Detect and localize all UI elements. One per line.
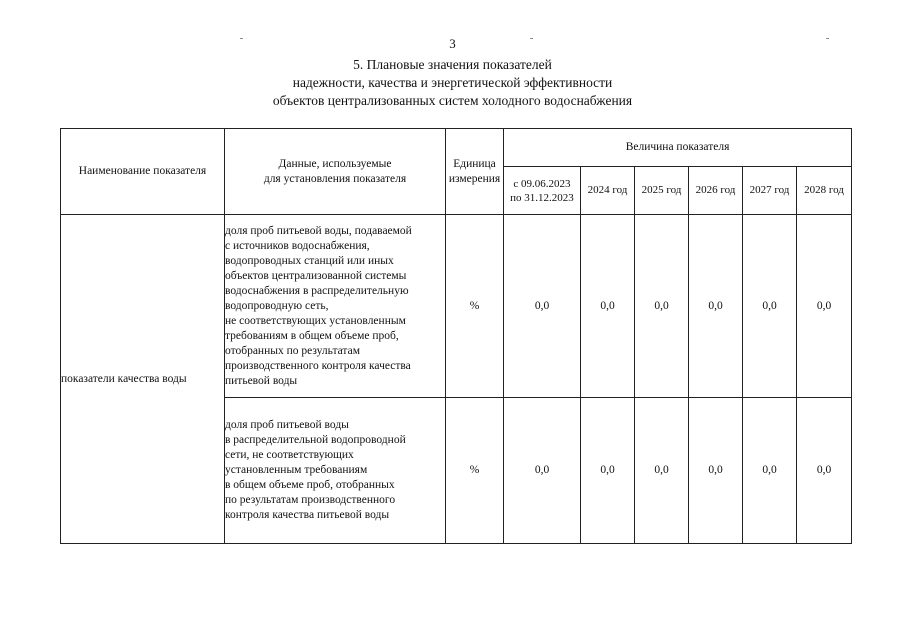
header-year-2028: 2028 год: [797, 167, 852, 215]
row-value: 0,0: [797, 398, 852, 544]
row-value: 0,0: [743, 215, 797, 398]
title-line: объектов централизованных систем холодного водоснабжения: [272, 93, 633, 108]
indicators-table: [60, 128, 852, 544]
table-row: [61, 215, 852, 398]
header-data-used: Данные, используемые для установления показателя: [225, 129, 446, 215]
row-value: 0,0: [635, 398, 689, 544]
header-period: с 09.06.2023 по 31.12.2023: [504, 167, 581, 215]
header-year-2026: 2026 год: [689, 167, 743, 215]
scan-speck: [530, 38, 533, 39]
row-value: 0,0: [635, 215, 689, 398]
header-unit: Единица измерения: [446, 129, 504, 215]
row-value: 0,0: [689, 215, 743, 398]
row-value: 0,0: [797, 215, 852, 398]
header-year-2024: 2024 год: [581, 167, 635, 215]
header-indicator-name: Наименование показателя: [61, 129, 225, 215]
row-value: 0,0: [581, 398, 635, 544]
row-unit: %: [446, 215, 504, 398]
page-number: 3: [449, 36, 456, 51]
header-year-2027: 2027 год: [743, 167, 797, 215]
row-description: доля проб питьевой воды, подаваемой с источников водоснабжения, водопроводных станций или иных объектов централизованной системы водоснабжения в распределительную водопроводную сеть, не соответствующих установленным требованиям в общем объеме проб, отобранных по результатам производственного контроля качества питьевой воды: [225, 215, 446, 398]
title-line: надежности, качества и энергетической эффективности: [292, 75, 613, 90]
row-value: 0,0: [504, 398, 581, 544]
row-value: 0,0: [581, 215, 635, 398]
header-value: Величина показателя: [504, 129, 852, 167]
scan-speck: [240, 38, 243, 39]
header-year-2025: 2025 год: [635, 167, 689, 215]
scan-speck: [826, 38, 829, 39]
row-value: 0,0: [743, 398, 797, 544]
section-title: [0, 56, 905, 110]
row-value: 0,0: [689, 398, 743, 544]
row-description: доля проб питьевой воды в распределительной водопроводной сети, не соответствующих установленным требованиям в общем объеме проб, отобранных по результатам производственного контроля качества питьевой воды: [225, 398, 446, 544]
title-line: 5. Плановые значения показателей: [353, 57, 552, 72]
group-label: показатели качества воды: [61, 215, 225, 544]
row-value: 0,0: [504, 215, 581, 398]
row-unit: %: [446, 398, 504, 544]
